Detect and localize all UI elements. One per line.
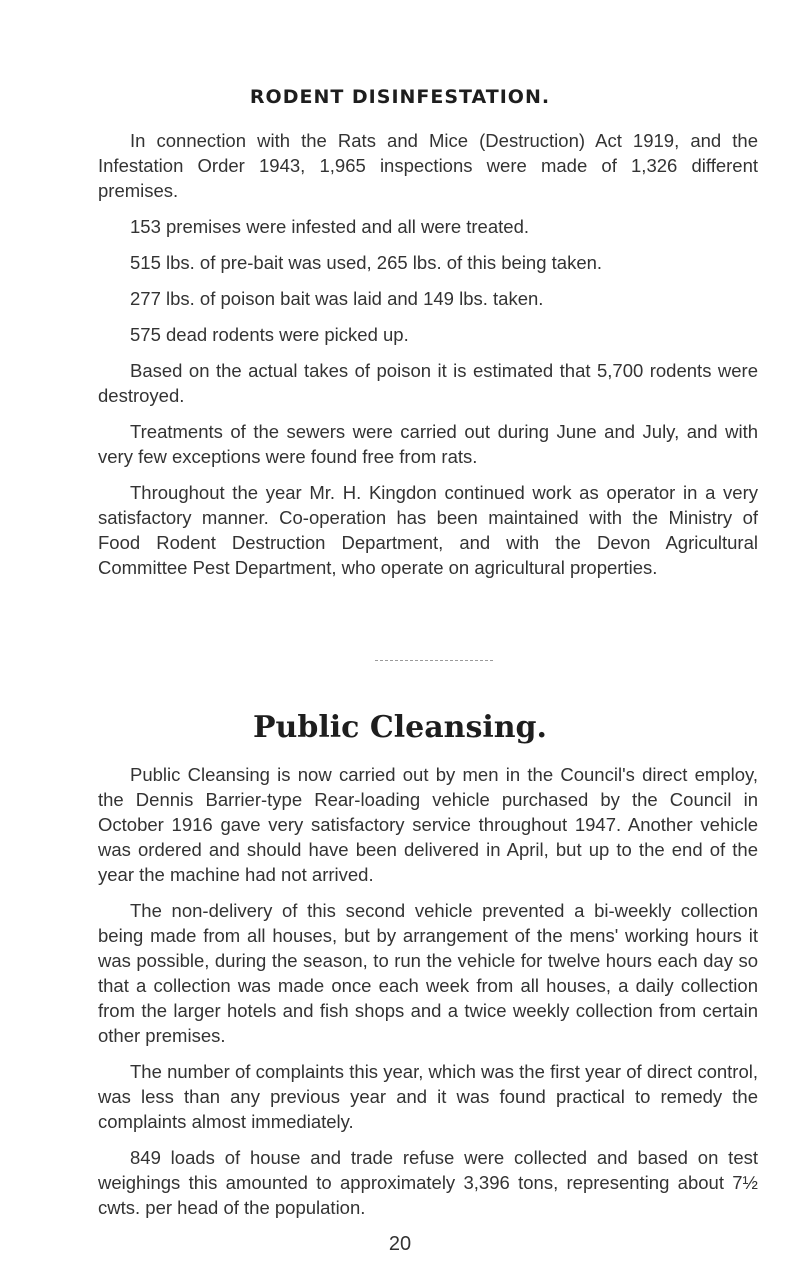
paragraph: In connection with the Rats and Mice (Destruction) Act 1919, and the Infestation Order 1943, 1,965 inspections were made of 1,326 different premises.	[98, 130, 758, 201]
paragraph: 153 premises were infested and all were treated.	[130, 216, 529, 237]
paragraph: 575 dead rodents were picked up.	[130, 324, 409, 345]
paragraph: The number of complaints this year, which was the first year of direct control, was less than any previous year and it was found practical to remedy the complaints almost immediately.	[98, 1061, 758, 1132]
rodent-section-title: RODENT DISINFESTATION.	[249, 86, 551, 108]
paragraph: Throughout the year Mr. H. Kingdon continued work as operator in a very satisfactory manner. Co-operation has been maintained with the Ministry of Food Rodent Destruction Department, and with the Devon Agricultural Committee Pest Department, who operate on agricultural properties.	[98, 482, 758, 578]
cleansing-section-body	[98, 762, 758, 1231]
paragraph: Public Cleansing is now carried out by men in the Council's direct employ, the Dennis Barrier-type Rear-loading vehicle purchased by the Council in October 1916 gave very satisfactory service throughout 1947. Another vehicle was ordered and should have been delivered in April, but up to the end of the year the machine had not arrived.	[98, 764, 758, 885]
cleansing-section-title: Public Cleansing.	[253, 710, 547, 745]
page-number: 20	[388, 1233, 412, 1255]
rodent-section-body	[98, 128, 758, 591]
paragraph: The non-delivery of this second vehicle prevented a bi-weekly collection being made from all houses, but by arrangement of the mens' working hours it was possible, during the season, to run the vehicle for twelve hours each day so that a collection was made once each week from all houses, a daily collection from the larger hotels and fish shops and a twice weekly collection from certain other premises.	[98, 900, 758, 1046]
paragraph: Treatments of the sewers were carried out during June and July, and with very few exceptions were found free from rats.	[98, 421, 758, 467]
paragraph: 515 lbs. of pre-bait was used, 265 lbs. of this being taken.	[130, 252, 603, 273]
paragraph: Based on the actual takes of poison it is estimated that 5,700 rodents were destroyed.	[98, 360, 758, 406]
section-divider	[375, 660, 493, 661]
paragraph: 277 lbs. of poison bait was laid and 149 lbs. taken.	[130, 288, 544, 309]
paragraph: 849 loads of house and trade refuse were collected and based on test weighings this amounted to approximately 3,396 tons, representing about 7½ cwts. per head of the population.	[98, 1147, 758, 1218]
